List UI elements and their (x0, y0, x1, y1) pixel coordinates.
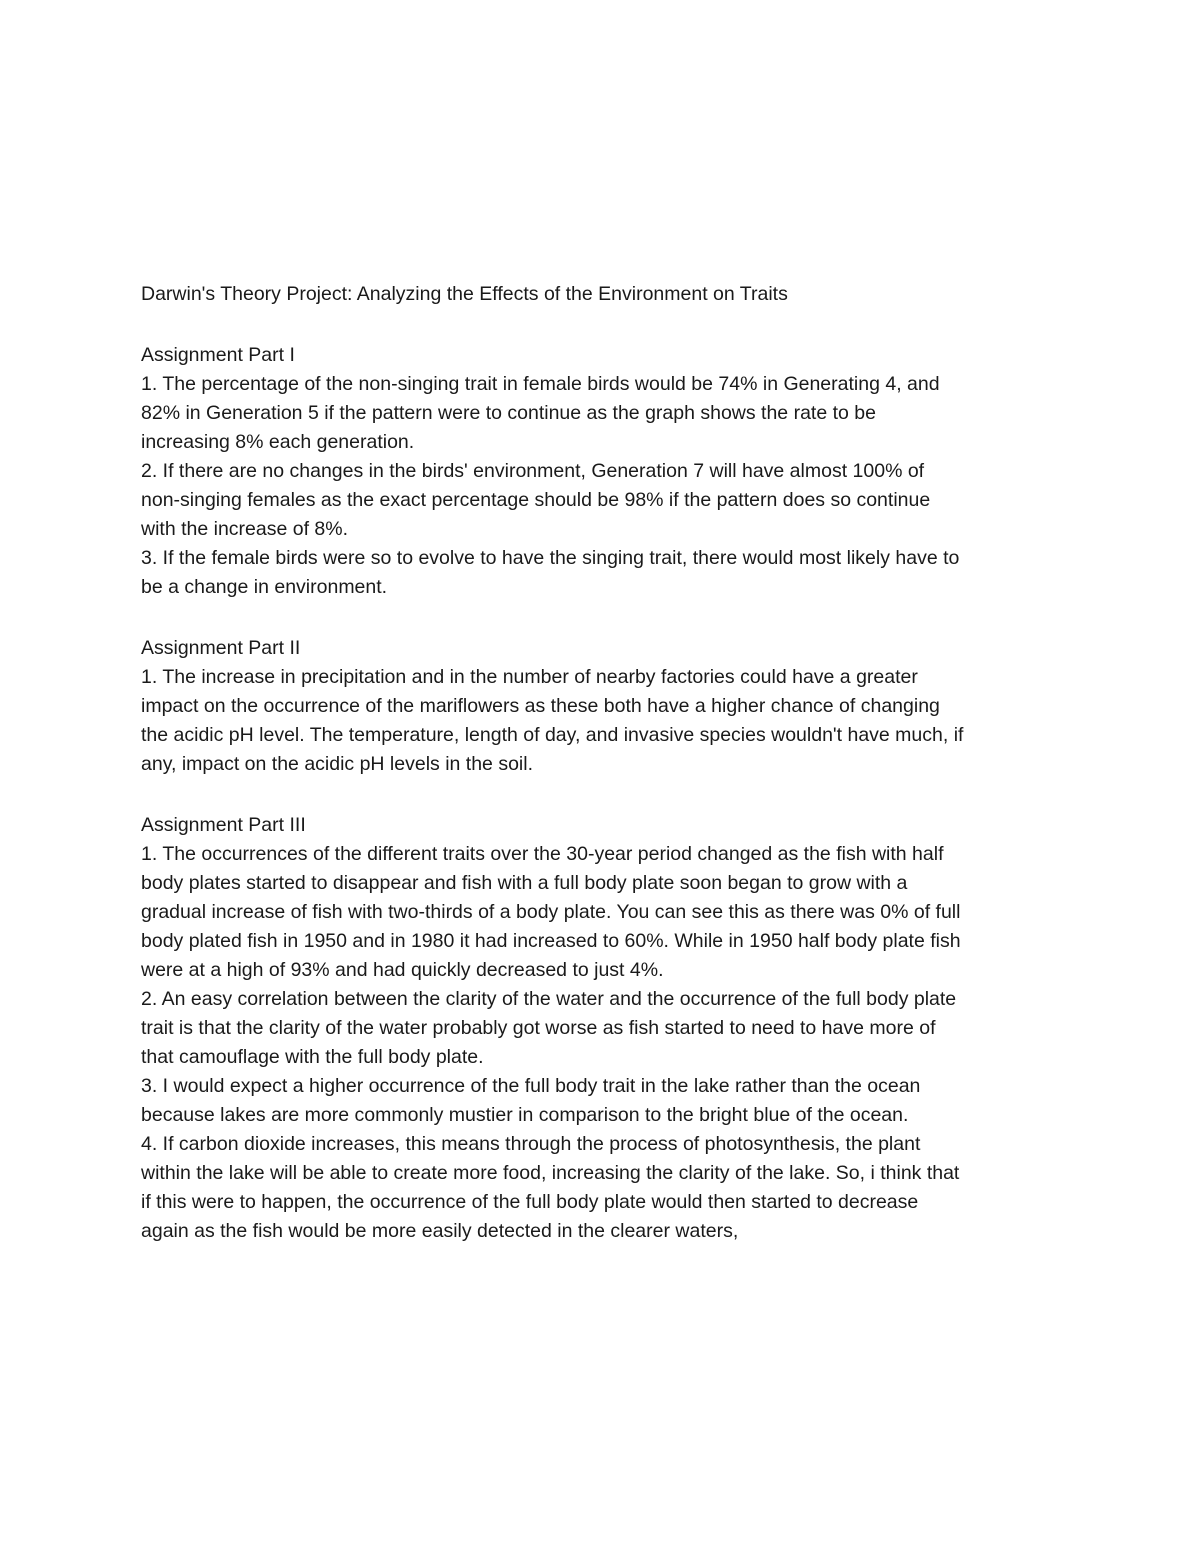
spacer (141, 602, 1076, 634)
paragraph-line: within the lake will be able to create more food, increasing the clarity of the lake. So, i think that (141, 1162, 960, 1184)
paragraph-line: that camouflage with the full body plate. (141, 1046, 484, 1068)
section-part-3 (141, 811, 1076, 1246)
paragraph-line: 82% in Generation 5 if the pattern were to continue as the graph shows the rate to be (141, 402, 876, 424)
section-heading: Assignment Part I (141, 344, 295, 366)
paragraph-line: 1. The occurrences of the different traits over the 30-year period changed as the fish with half (141, 843, 944, 865)
paragraph-line: were at a high of 93% and had quickly decreased to just 4%. (141, 959, 664, 981)
paragraph-line: trait is that the clarity of the water probably got worse as fish started to need to have more of (141, 1017, 936, 1039)
paragraph-line: because lakes are more commonly mustier in comparison to the bright blue of the ocean. (141, 1104, 909, 1126)
paragraph-line: 1. The increase in precipitation and in the number of nearby factories could have a greater (141, 666, 918, 688)
paragraph-line: any, impact on the acidic pH levels in the soil. (141, 753, 533, 775)
paragraph-line: the acidic pH level. The temperature, length of day, and invasive species wouldn't have much, if (141, 724, 964, 746)
paragraph-line: be a change in environment. (141, 576, 388, 598)
paragraph-line: 1. The percentage of the non-singing trait in female birds would be 74% in Generating 4, and (141, 373, 940, 395)
section-heading: Assignment Part II (141, 637, 301, 659)
document-body (141, 280, 1076, 1246)
spacer (141, 779, 1076, 811)
paragraph-line: 4. If carbon dioxide increases, this means through the process of photosynthesis, the plant (141, 1133, 921, 1155)
spacer (141, 309, 1076, 341)
paragraph-line: body plates started to disappear and fish with a full body plate soon began to grow with a (141, 872, 908, 894)
paragraph-line: with the increase of 8%. (141, 518, 349, 540)
paragraph-line: 2. An easy correlation between the clarity of the water and the occurrence of the full body plate (141, 988, 957, 1010)
paragraph-line: 2. If there are no changes in the birds' environment, Generation 7 will have almost 100% of (141, 460, 925, 482)
section-part-2 (141, 634, 1076, 779)
paragraph-line: body plated fish in 1950 and in 1980 it had increased to 60%. While in 1950 half body plate fish (141, 930, 961, 952)
paragraph-line: again as the fish would be more easily detected in the clearer waters, (141, 1220, 739, 1242)
paragraph-line: 3. I would expect a higher occurrence of the full body trait in the lake rather than the ocean (141, 1075, 921, 1097)
section-part-1 (141, 341, 1076, 602)
paragraph-line: gradual increase of fish with two-thirds of a body plate. You can see this as there was 0% of full (141, 901, 961, 923)
paragraph-line: impact on the occurrence of the mariflowers as these both have a higher chance of changing (141, 695, 940, 717)
document-title: Darwin's Theory Project: Analyzing the Effects of the Environment on Traits (141, 283, 788, 305)
section-heading: Assignment Part III (141, 814, 306, 836)
paragraph-line: if this were to happen, the occurrence of the full body plate would then started to decrease (141, 1191, 919, 1213)
paragraph-line: 3. If the female birds were so to evolve to have the singing trait, there would most likely have to (141, 547, 960, 569)
paragraph-line: non-singing females as the exact percentage should be 98% if the pattern does so continue (141, 489, 931, 511)
paragraph-line: increasing 8% each generation. (141, 431, 415, 453)
